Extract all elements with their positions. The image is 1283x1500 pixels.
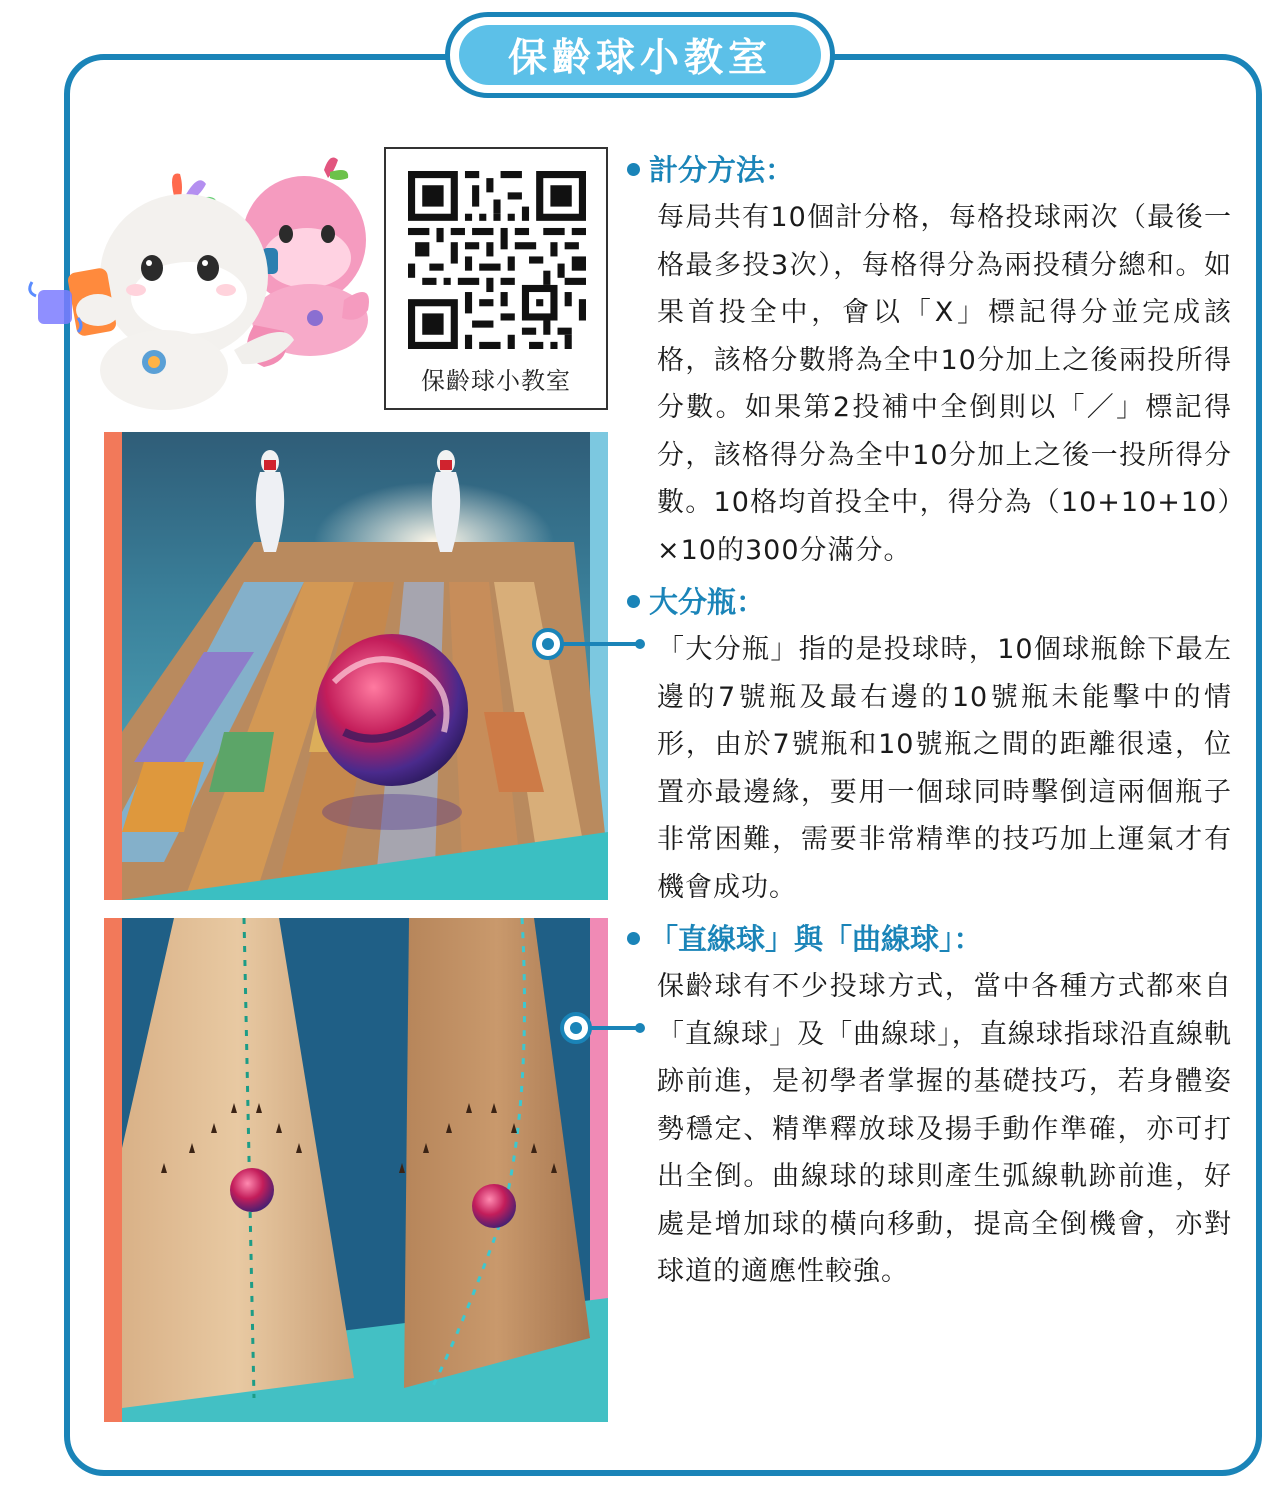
page-title: 保齡球小教室 xyxy=(459,25,821,85)
section-straight-curve xyxy=(627,917,1232,1296)
bowling-lane-photo xyxy=(104,432,608,900)
section-body: 「大分瓶」指的是投球時，10個球瓶餘下最左邊的7號瓶及最右邊的10號瓶未能擊中的情形，由於7號瓶和10號瓶之間的距離很遠，位置亦最邊緣，要用一個球同時擊倒這兩個瓶子非常困難，需要非常精準的技巧加上運氣才有機會成功。 xyxy=(657,634,1232,903)
title-badge xyxy=(445,12,835,98)
section-body: 每局共有10個計分格，每格投球兩次（最後一格最多投3次），每格得分為兩投積分總和。如果首投全中，會以「X」標記得分並完成該格，該格分數將為全中10分加上之後兩投所得分數。如果第2投補中全倒則以「／」標記得分，該格得分為全中10分加上之後一投所得分數。10格均首投全中，得分為（10+10+10）×10的300分滿分。 xyxy=(657,202,1232,566)
section-heading: 「直線球」與「曲線球」： xyxy=(649,922,983,956)
bowling-ball xyxy=(316,634,468,830)
bullet-dot-icon xyxy=(627,595,640,608)
bullet-dot-icon xyxy=(627,932,640,945)
bullet-dot-icon xyxy=(627,163,640,176)
text-column xyxy=(627,148,1232,1296)
straight-ball xyxy=(230,1168,274,1212)
section-split xyxy=(627,580,1232,911)
section-heading: 大分瓶： xyxy=(649,585,766,619)
qr-label: 保齡球小教室 xyxy=(421,367,571,395)
qr-code-card[interactable] xyxy=(384,147,608,410)
qr-code-icon[interactable] xyxy=(408,171,586,349)
mascot-illustration xyxy=(24,150,374,412)
straight-curve-lanes-photo xyxy=(104,918,608,1422)
section-body: 保齡球有不少投球方式，當中各種方式都來自「直線球」及「曲線球」，直線球指球沿直線軌跡前進，是初學者掌握的基礎技巧，若身體姿勢穩定、精準釋放球及揚手動作準確，亦可打出全倒。曲線球的球則產生弧線軌跡前進，好處是增加球的橫向移動，提高全倒機會，亦對球道的適應性較強。 xyxy=(657,971,1232,1287)
section-scoring xyxy=(627,148,1232,574)
section-heading: 計分方法： xyxy=(649,153,795,187)
curve-ball xyxy=(472,1184,516,1228)
